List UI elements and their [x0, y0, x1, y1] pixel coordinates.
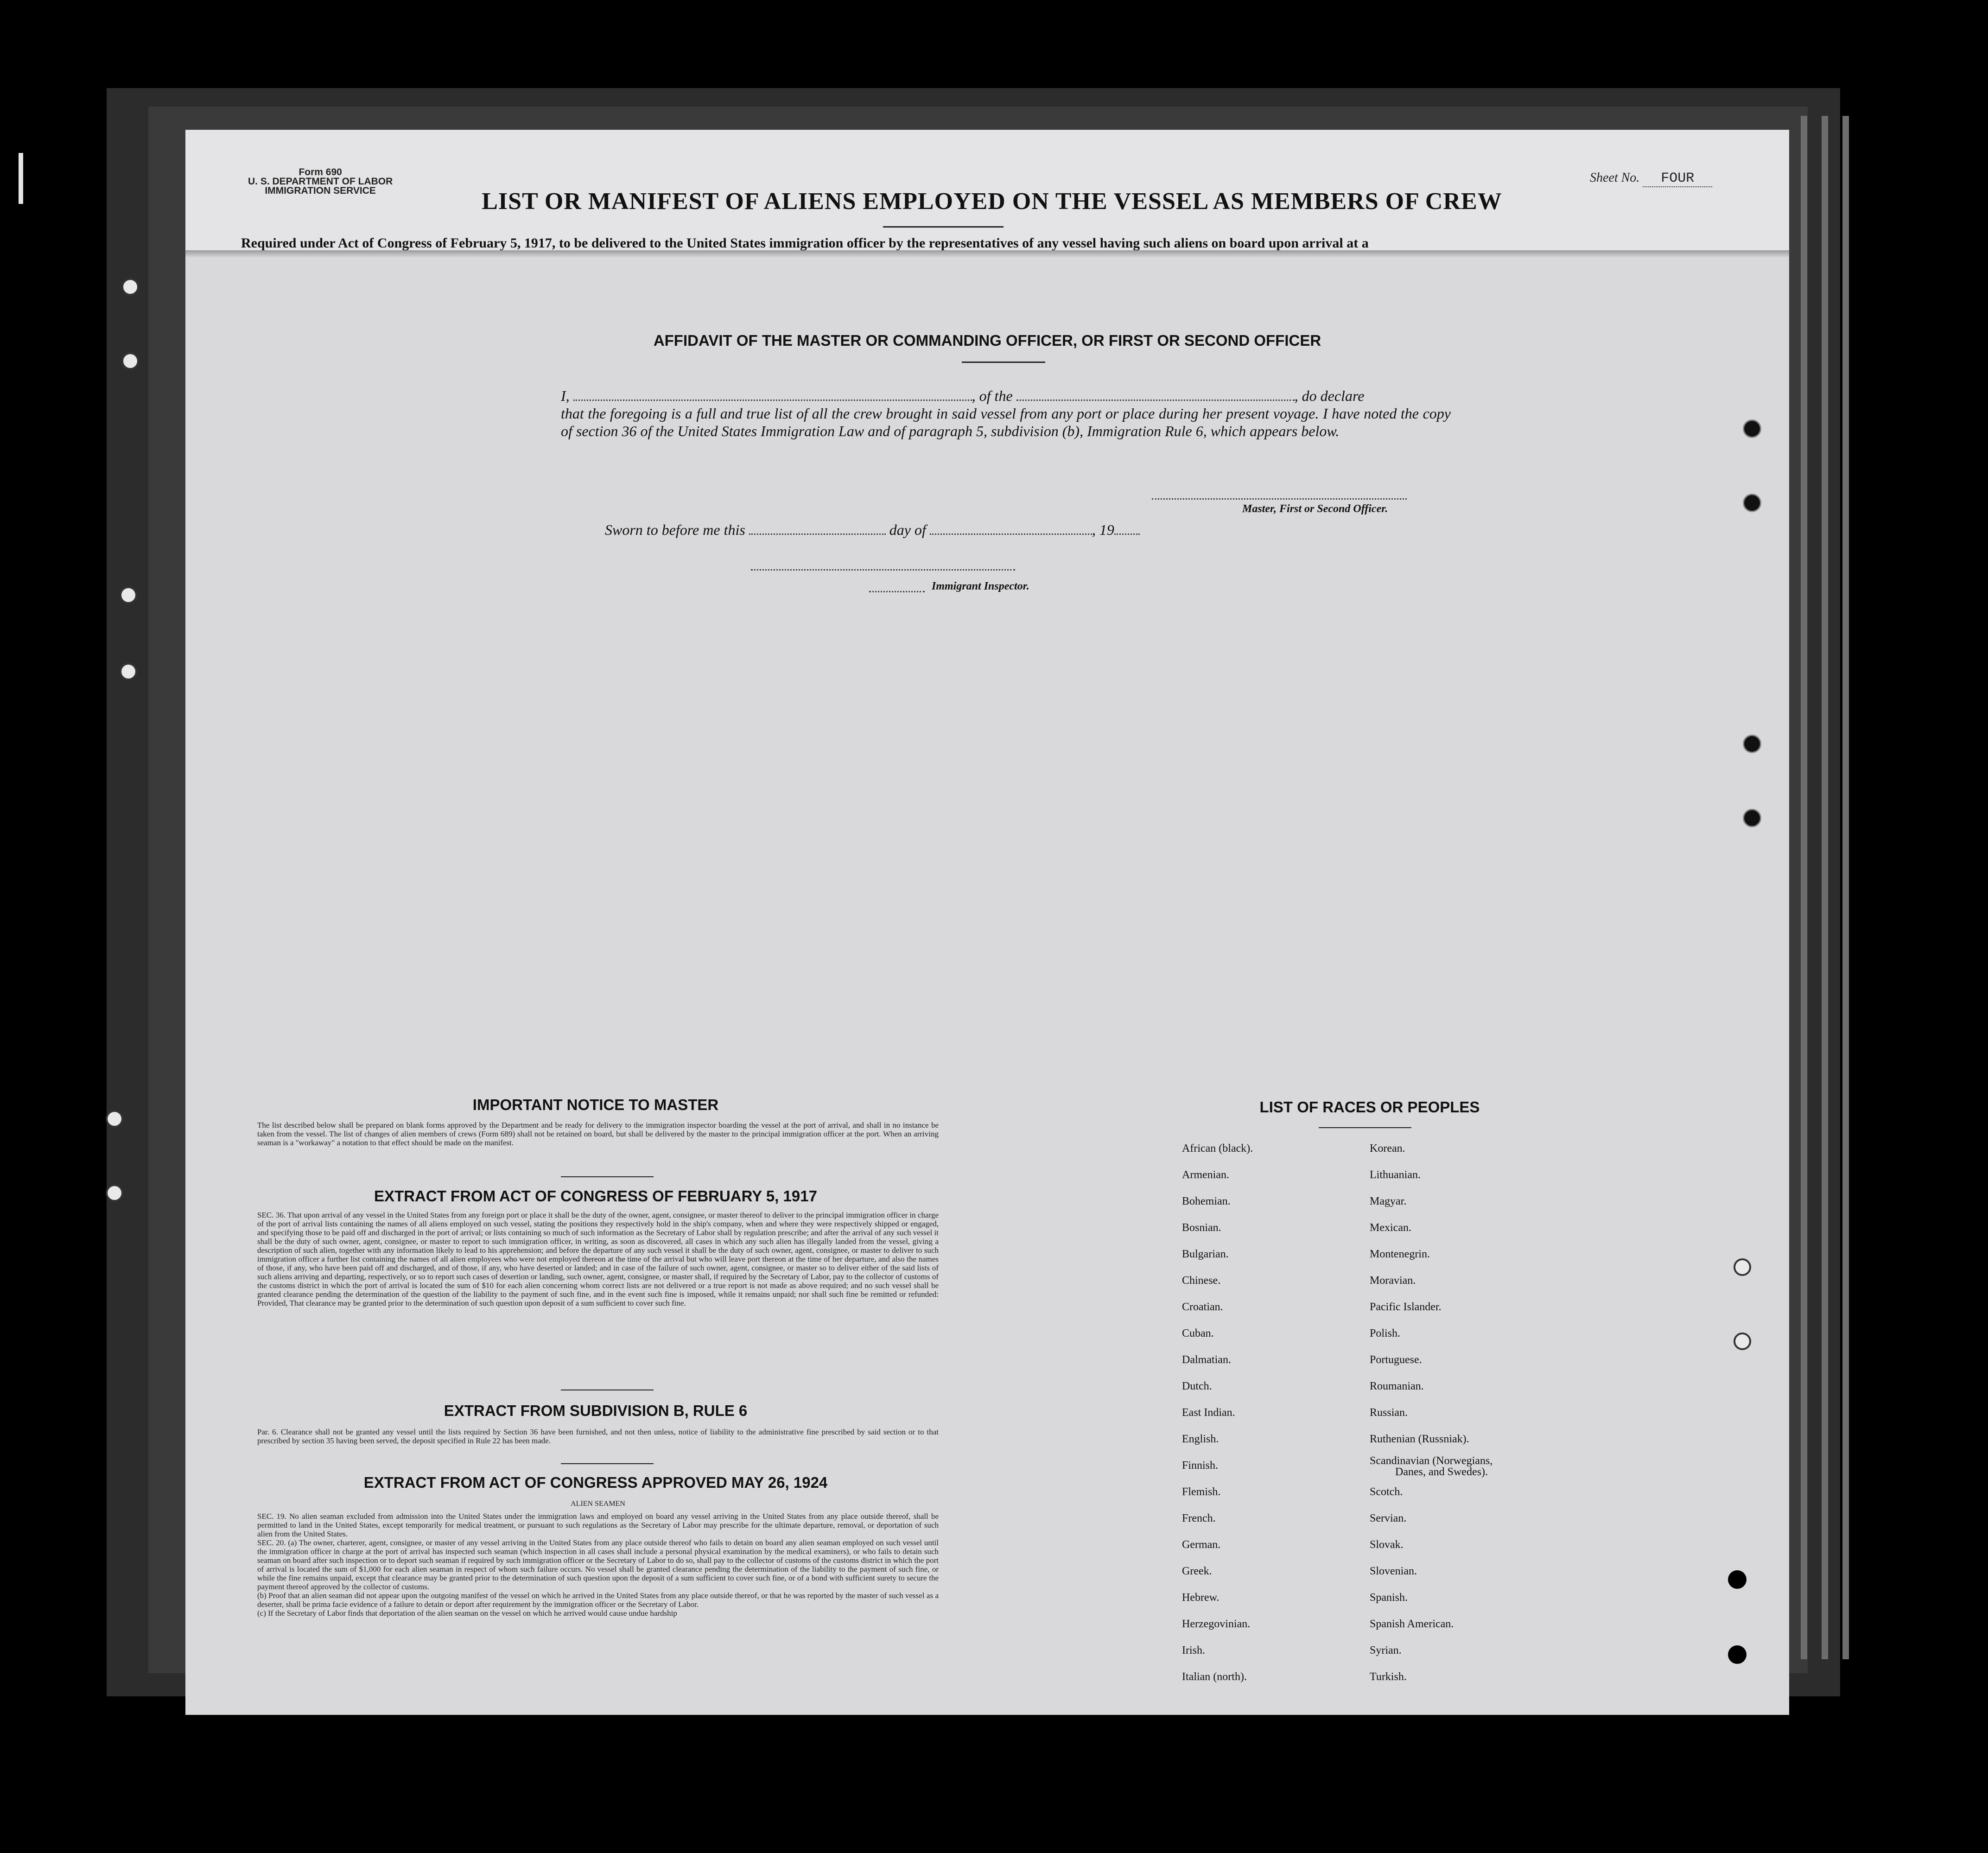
inspector-signature-line[interactable]: [751, 569, 1015, 571]
affidavit-text: that the foregoing is a full and true list of all the crew brought in said vessel from any port or place during her present voyage. I have noted the copy of section 36 of the United States Immigration Law and of paragraph 5, subdivision (b), Immigration Rule 6, which appears below.: [561, 405, 1451, 439]
of-the-label: , of the: [972, 387, 1013, 404]
cut-off-subtitle: Required under Act of Congress of February 5, 1917, to be delivered to the United States immigration officer by the representatives of any vessel having such aliens on board upon arrival at a: [241, 235, 1369, 250]
sworn-line: [605, 521, 1140, 539]
races-title: LIST OF RACES OR PEOPLES: [1259, 1098, 1480, 1116]
name-blank[interactable]: [573, 389, 972, 401]
sworn-label: Sworn to before me this: [605, 521, 745, 538]
race-item: Magyar.: [1370, 1195, 1407, 1207]
binder-hole: [120, 663, 137, 680]
form-number-block: [248, 168, 393, 196]
race-item: Spanish.: [1370, 1592, 1408, 1604]
race-item: Polish.: [1370, 1327, 1401, 1339]
race-item: Bulgarian.: [1182, 1248, 1229, 1260]
affidavit-declare-line: [561, 387, 1451, 405]
year-prefix: , 19: [1092, 521, 1114, 538]
race-item: Mexican.: [1370, 1222, 1411, 1234]
race-item: Hebrew.: [1182, 1592, 1219, 1604]
race-item: East Indian.: [1182, 1407, 1235, 1419]
race-item: Spanish American.: [1370, 1618, 1454, 1630]
inspector-caption: Immigrant Inspector.: [932, 580, 1029, 592]
race-item: Irish.: [1182, 1644, 1205, 1656]
page-edge: [1822, 116, 1828, 1659]
sworn-month-blank[interactable]: [930, 523, 1092, 535]
race-item: Roumanian.: [1370, 1380, 1424, 1392]
race-item: English.: [1182, 1433, 1219, 1445]
department-name: U. S. DEPARTMENT OF LABOR: [248, 176, 393, 187]
sheet-value: FOUR: [1643, 171, 1712, 187]
inspector-initial-line[interactable]: [869, 591, 925, 592]
punch-hole: [1734, 1258, 1751, 1276]
section-rule: [561, 1176, 654, 1177]
race-item: Croatian.: [1182, 1301, 1223, 1313]
race-item: Cuban.: [1182, 1327, 1214, 1339]
race-item: Herzegovinian.: [1182, 1618, 1251, 1630]
notice-text: The list described below shall be prepared on blank forms approved by the Department and be ready for delivery to the immigration inspector boarding the vessel at the port of arrival, and shall in no instance be taken from the vessel. The list of changes of alien members of crews (Form 689) shall not be retained on board, but shall be delivered by the master to the principal immigration officer at the port. When an arriving seaman is a "workaway" a notation to that effect should be made on the manifest.: [257, 1121, 939, 1147]
race-item: Portuguese.: [1370, 1354, 1422, 1366]
affidavit-title: AFFIDAVIT OF THE MASTER OR COMMANDING OFFICER, OR FIRST OR SECOND OFFICER: [653, 332, 1321, 349]
page-edge: [1801, 116, 1807, 1659]
master-signature-line[interactable]: [1152, 498, 1407, 500]
race-item: Russian.: [1370, 1407, 1408, 1419]
race-item: Scandinavian (Norwegians,: [1370, 1455, 1493, 1467]
extract3-title: EXTRACT FROM ACT OF CONGRESS APPROVED MAY 26, 1924: [363, 1474, 828, 1491]
extract1-text: SEC. 36. That upon arrival of any vessel in the United States from any foreign port or place it shall be the duty of the owner, agent, consignee, or master thereof to deliver to the principal immigration officer in charge of the port of arrival lists containing the names of all aliens employed on such vessel, stating the positions they respectively hold in the ship's company, when and where they were respectively shipped or engaged, and specifying those to be paid off and discharged in the port of arrival; or lists containing so much of such information as the Secretary of Labor shall by regulation prescribe; and after the arrival of any such vessel it shall be the duty of such owner, agent, consignee, or master to report to such immigration officer, in writing, as soon as discovered, all cases in which any such alien has illegally landed from the vessel, giving a description of such alien, together with any information likely to lead to his apprehension; and before the departure of any such vessel it shall be the duty of such owner, agent, consignee, or master to deliver to such immigration officer a further list containing the names of all alien employees who were not employed thereon at the time of the arrival but who will leave port thereon at the time of her departure, and also the names of those, if any, who have been paid off and discharged, and of those, if any, who have deserted or landed; and in case of the failure of such owner, agent, consignee, or master so to deliver either of the said lists of such aliens arriving and departing, respectively, or so to report such cases of desertion or landing, such owner, agent, consignee, or master shall, if required by the Secretary of Labor, pay to the collector of customs of the customs district in which the port of arrival is located the sum of $10 for each alien concerning whom correct lists are not delivered or a true report is not made as above required; and no such vessel shall be granted clearance pending the determination of the question of the liability to the payment of such fine, and in the event such fine is imposed, while it remains unpaid; nor shall such fine be remitted or refunded: Provided, That clearance may be granted prior to the determination of such question upon deposit of a sum sufficient to cover such fine.: [257, 1211, 939, 1307]
binder-hole: [120, 586, 137, 604]
punch-hole: [1743, 494, 1761, 512]
punch-hole: [1734, 1333, 1751, 1350]
section-rule: [561, 1463, 654, 1464]
race-item: Bosnian.: [1182, 1222, 1221, 1234]
race-item: German.: [1182, 1539, 1221, 1551]
race-item: Dalmatian.: [1182, 1354, 1231, 1366]
race-item: Pacific Islander.: [1370, 1301, 1442, 1313]
affidavit-body: [561, 387, 1451, 440]
affidavit-rule: [962, 362, 1045, 363]
extract3-text: SEC. 19. No alien seaman excluded from admission into the United States under the immigration laws and employed on board any vessel arriving in the United States from any place outside thereof, shall be permitted to land in the United States, except temporarily for medical treatment, or pursuant to such regulations as the Secretary of Labor may prescribe for the ultimate departure, removal, or deportation of such alien from the United States. SEC. 20. (a) The owner, charterer, agent, consignee, or master of any vessel arriving in the United States from any place outside thereof who fails to detain on board any alien seaman employed on such vessel until the immigration officer in charge at the port of arrival has inspected such seaman (which inspection in all cases shall include a personal physical examination by the medical examiners), or who fails to detain such seaman on board after such inspection or to deport such seaman if required by such immigration officer or the Secretary of Labor to do so, shall pay to the collector of customs of the customs district in which the port of arrival is located the sum of $1,000 for each alien seaman in respect of whom such failure occurs. No vessel shall be granted clearance pending the determination of the liability to the payment of such fine, or while the fine remains unpaid, except that clearance may be granted prior to the determination of such question upon the deposit of a sum sufficient to cover such fine, or of a bond with sufficient surety to secure the payment thereof approved by the collector of customs. (b) Proof that an alien seaman did not appear upon the outgoing manifest of the vessel on which he arrived in the United States from any place outside thereof, or that he was reported by the master of such vessel as a deserter, shall be prima facie evidence of a failure to detain or deport after requirement by the immigration officer or the Secretary of Labor. (c) If the Secretary of Labor finds that deportation of the alien seaman on the vessel on which he arrived would cause undue hardship: [257, 1512, 939, 1618]
punch-hole: [1743, 419, 1761, 438]
race-item: Armenian.: [1182, 1169, 1229, 1181]
notice-title: IMPORTANT NOTICE TO MASTER: [472, 1096, 719, 1113]
sheet-number: [1590, 171, 1712, 187]
race-item: Ruthenian (Russniak).: [1370, 1433, 1469, 1445]
punch-hole: [1743, 809, 1761, 827]
master-caption: Master, First or Second Officer.: [1242, 503, 1388, 515]
page-title: LIST OR MANIFEST OF ALIENS EMPLOYED ON THE VESSEL AS MEMBERS OF CREW: [482, 188, 1502, 215]
race-item: Greek.: [1182, 1565, 1212, 1577]
title-rule: [883, 226, 1004, 228]
punch-hole: [1728, 1645, 1747, 1664]
extract2-title: EXTRACT FROM SUBDIVISION B, RULE 6: [444, 1402, 748, 1419]
race-item: Moravian.: [1370, 1275, 1416, 1287]
race-item: Scotch.: [1370, 1486, 1403, 1498]
page-edge: [1842, 116, 1849, 1659]
race-item: Finnish.: [1182, 1460, 1219, 1472]
binder-hole: [106, 1184, 123, 1202]
day-of-label: day of: [889, 521, 926, 538]
race-item: French.: [1182, 1512, 1216, 1524]
punch-hole: [1743, 735, 1761, 753]
races-rule: [1319, 1127, 1411, 1128]
i-label: I,: [561, 387, 570, 404]
race-item: Syrian.: [1370, 1644, 1402, 1656]
binder-hole: [121, 352, 139, 370]
extract1-title: EXTRACT FROM ACT OF CONGRESS OF FEBRUARY 5, 1917: [374, 1187, 817, 1205]
race-item: Slovak.: [1370, 1539, 1404, 1551]
fold-shadow: [185, 250, 1789, 258]
race-item: Servian.: [1370, 1512, 1407, 1524]
sheet-label: Sheet No.: [1590, 171, 1640, 185]
race-item: Slovenian.: [1370, 1565, 1417, 1577]
race-item: Chinese.: [1182, 1275, 1221, 1287]
race-item: African (black).: [1182, 1142, 1253, 1155]
race-item: Montenegrin.: [1370, 1248, 1430, 1260]
punch-hole: [1728, 1570, 1747, 1589]
vessel-blank[interactable]: [1016, 389, 1295, 401]
film-mark: [19, 153, 23, 204]
race-item: Lithuanian.: [1370, 1169, 1421, 1181]
sworn-day-blank[interactable]: [749, 523, 886, 535]
race-item: Flemish.: [1182, 1486, 1221, 1498]
extract2-text: Par. 6. Clearance shall not be granted any vessel until the lists required by Section 36 have been furnished, and not then unless, notice of liability to the administrative fine prescribed by said section or to that prescribed by section 35 having been served, the deposit specified in Rule 22 has been made.: [257, 1428, 939, 1445]
do-declare-label: , do declare: [1294, 387, 1365, 404]
race-item-continued: Danes, and Swedes).: [1395, 1466, 1488, 1478]
extract3-subtitle: ALIEN SEAMEN: [571, 1500, 625, 1508]
race-item: Turkish.: [1370, 1671, 1407, 1683]
form-number: Form 690: [299, 167, 342, 178]
service-name: IMMIGRATION SERVICE: [265, 185, 376, 196]
race-item: Italian (north).: [1182, 1671, 1247, 1683]
race-item: Bohemian.: [1182, 1195, 1231, 1207]
sworn-year-blank[interactable]: [1114, 523, 1140, 535]
binder-hole: [106, 1110, 123, 1128]
binder-hole: [121, 278, 139, 296]
race-item: Korean.: [1370, 1142, 1405, 1155]
race-item: Dutch.: [1182, 1380, 1212, 1392]
